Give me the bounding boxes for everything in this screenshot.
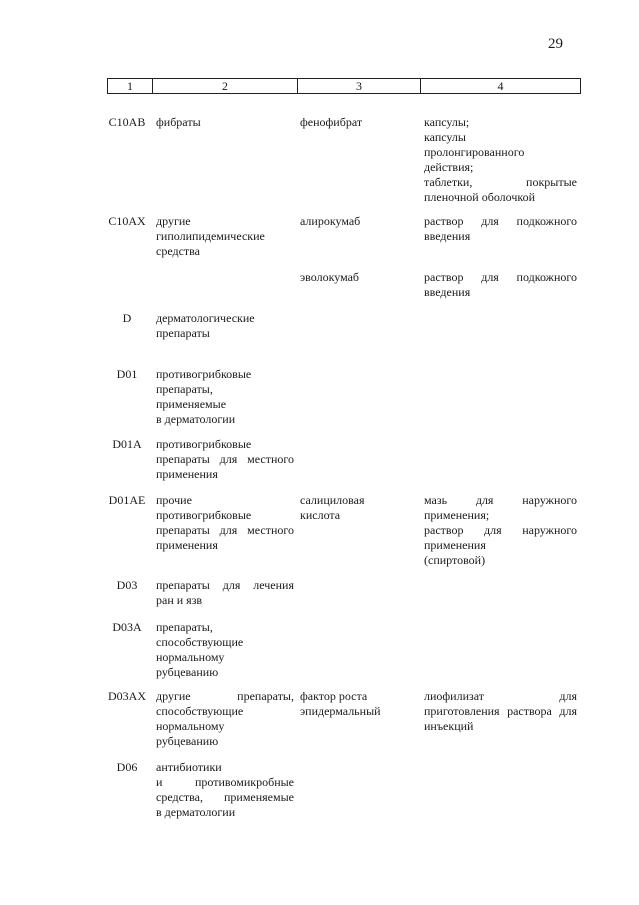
text-line: введения [424, 229, 471, 243]
text-line: препараты, [156, 382, 213, 396]
text-line: препараты, [156, 620, 213, 634]
text-line: противогрибковые [156, 508, 252, 522]
column-header-4: 4 [421, 79, 581, 94]
anatomical-therapeutic-group [156, 620, 294, 680]
text-line: средства, применяемые [156, 790, 294, 804]
anatomical-therapeutic-group [156, 493, 294, 553]
text-line: капсулы [424, 130, 466, 144]
atc-code: D [122, 311, 132, 325]
text-line: применения; [424, 508, 490, 522]
text-line: другие [156, 214, 191, 228]
text-line: эпидермальный [300, 704, 381, 718]
text-line: способствующие [156, 704, 244, 718]
text-line: применения [424, 538, 486, 552]
text-line: препараты для местного [156, 452, 294, 466]
text-line: препараты [156, 326, 210, 340]
dosage-form [424, 689, 577, 734]
dosage-form [424, 493, 577, 568]
text-line: раствор для подкожного [424, 270, 577, 284]
text-line: другие препараты, [156, 689, 294, 703]
text-line: пленочной оболочкой [424, 190, 536, 204]
dosage-form [424, 214, 577, 244]
drug-name [300, 214, 418, 229]
anatomical-therapeutic-group [156, 689, 294, 749]
atc-code: D01A [112, 437, 142, 451]
text-line: введения [424, 285, 471, 299]
column-header-table [107, 78, 581, 94]
text-line: капсулы; [424, 115, 470, 129]
text-line: раствор для наружного [424, 523, 577, 537]
text-line: противогрибковые [156, 367, 252, 381]
text-line: рубцеванию [156, 665, 219, 679]
column-header-2: 2 [153, 79, 298, 94]
text-line: эволокумаб [300, 270, 360, 284]
drug-name [300, 115, 418, 130]
text-line: алирокумаб [300, 214, 361, 228]
dosage-form [424, 115, 577, 205]
text-line: мазь для наружного [424, 493, 577, 507]
text-line: таблетки, покрытые [424, 175, 577, 189]
atc-code: D06 [116, 760, 138, 774]
text-line: действия; [424, 160, 474, 174]
text-line: фенофибрат [300, 115, 363, 129]
text-line: противогрибковые [156, 437, 252, 451]
text-line: средства [156, 244, 201, 258]
atc-code: C10AX [108, 214, 146, 228]
text-line: нормальному [156, 719, 225, 733]
atc-code: D01 [116, 367, 138, 381]
text-line: и противомикробные [156, 775, 294, 789]
text-line: применения [156, 467, 218, 481]
anatomical-therapeutic-group [156, 214, 294, 259]
text-line: (спиртовой) [424, 553, 486, 567]
text-line: применения [156, 538, 218, 552]
column-header-3: 3 [298, 79, 421, 94]
atc-code: D01AE [108, 493, 146, 507]
anatomical-therapeutic-group [156, 311, 294, 341]
text-line: приготовления раствора для [424, 704, 577, 718]
text-line: рубцеванию [156, 734, 219, 748]
text-line: прочие [156, 493, 192, 507]
anatomical-therapeutic-group [156, 437, 294, 482]
text-line: нормальному [156, 650, 225, 664]
dosage-form [424, 270, 577, 300]
text-line: фактор роста [300, 689, 368, 703]
text-line: инъекций [424, 719, 474, 733]
atc-code: D03AX [108, 689, 146, 703]
text-line: фибраты [156, 115, 201, 129]
text-line: кислота [300, 508, 341, 522]
text-line: в дерматологии [156, 805, 236, 819]
atc-code: D03 [116, 578, 138, 592]
anatomical-therapeutic-group [156, 367, 294, 427]
text-line: ран и язв [156, 593, 203, 607]
text-line: применяемые [156, 397, 227, 411]
text-line: дерматологические [156, 311, 255, 325]
text-line: пролонгированного [424, 145, 525, 159]
text-line: в дерматологии [156, 412, 236, 426]
drug-name [300, 493, 418, 523]
anatomical-therapeutic-group [156, 578, 294, 608]
text-line: гиполипидемические [156, 229, 265, 243]
text-line: способствующие [156, 635, 244, 649]
text-line: препараты для лечения [156, 578, 294, 592]
text-line: препараты для местного [156, 523, 294, 537]
atc-code: C10AB [108, 115, 146, 129]
text-line: салициловая [300, 493, 365, 507]
text-line: лиофилизат для [424, 689, 577, 703]
page-number: 29 [548, 36, 563, 52]
anatomical-therapeutic-group [156, 760, 294, 820]
drug-name [300, 689, 418, 719]
drug-name [300, 270, 418, 285]
text-line: раствор для подкожного [424, 214, 577, 228]
anatomical-therapeutic-group [156, 115, 294, 130]
atc-code: D03A [112, 620, 142, 634]
text-line: антибиотики [156, 760, 222, 774]
column-header-1: 1 [108, 79, 153, 94]
